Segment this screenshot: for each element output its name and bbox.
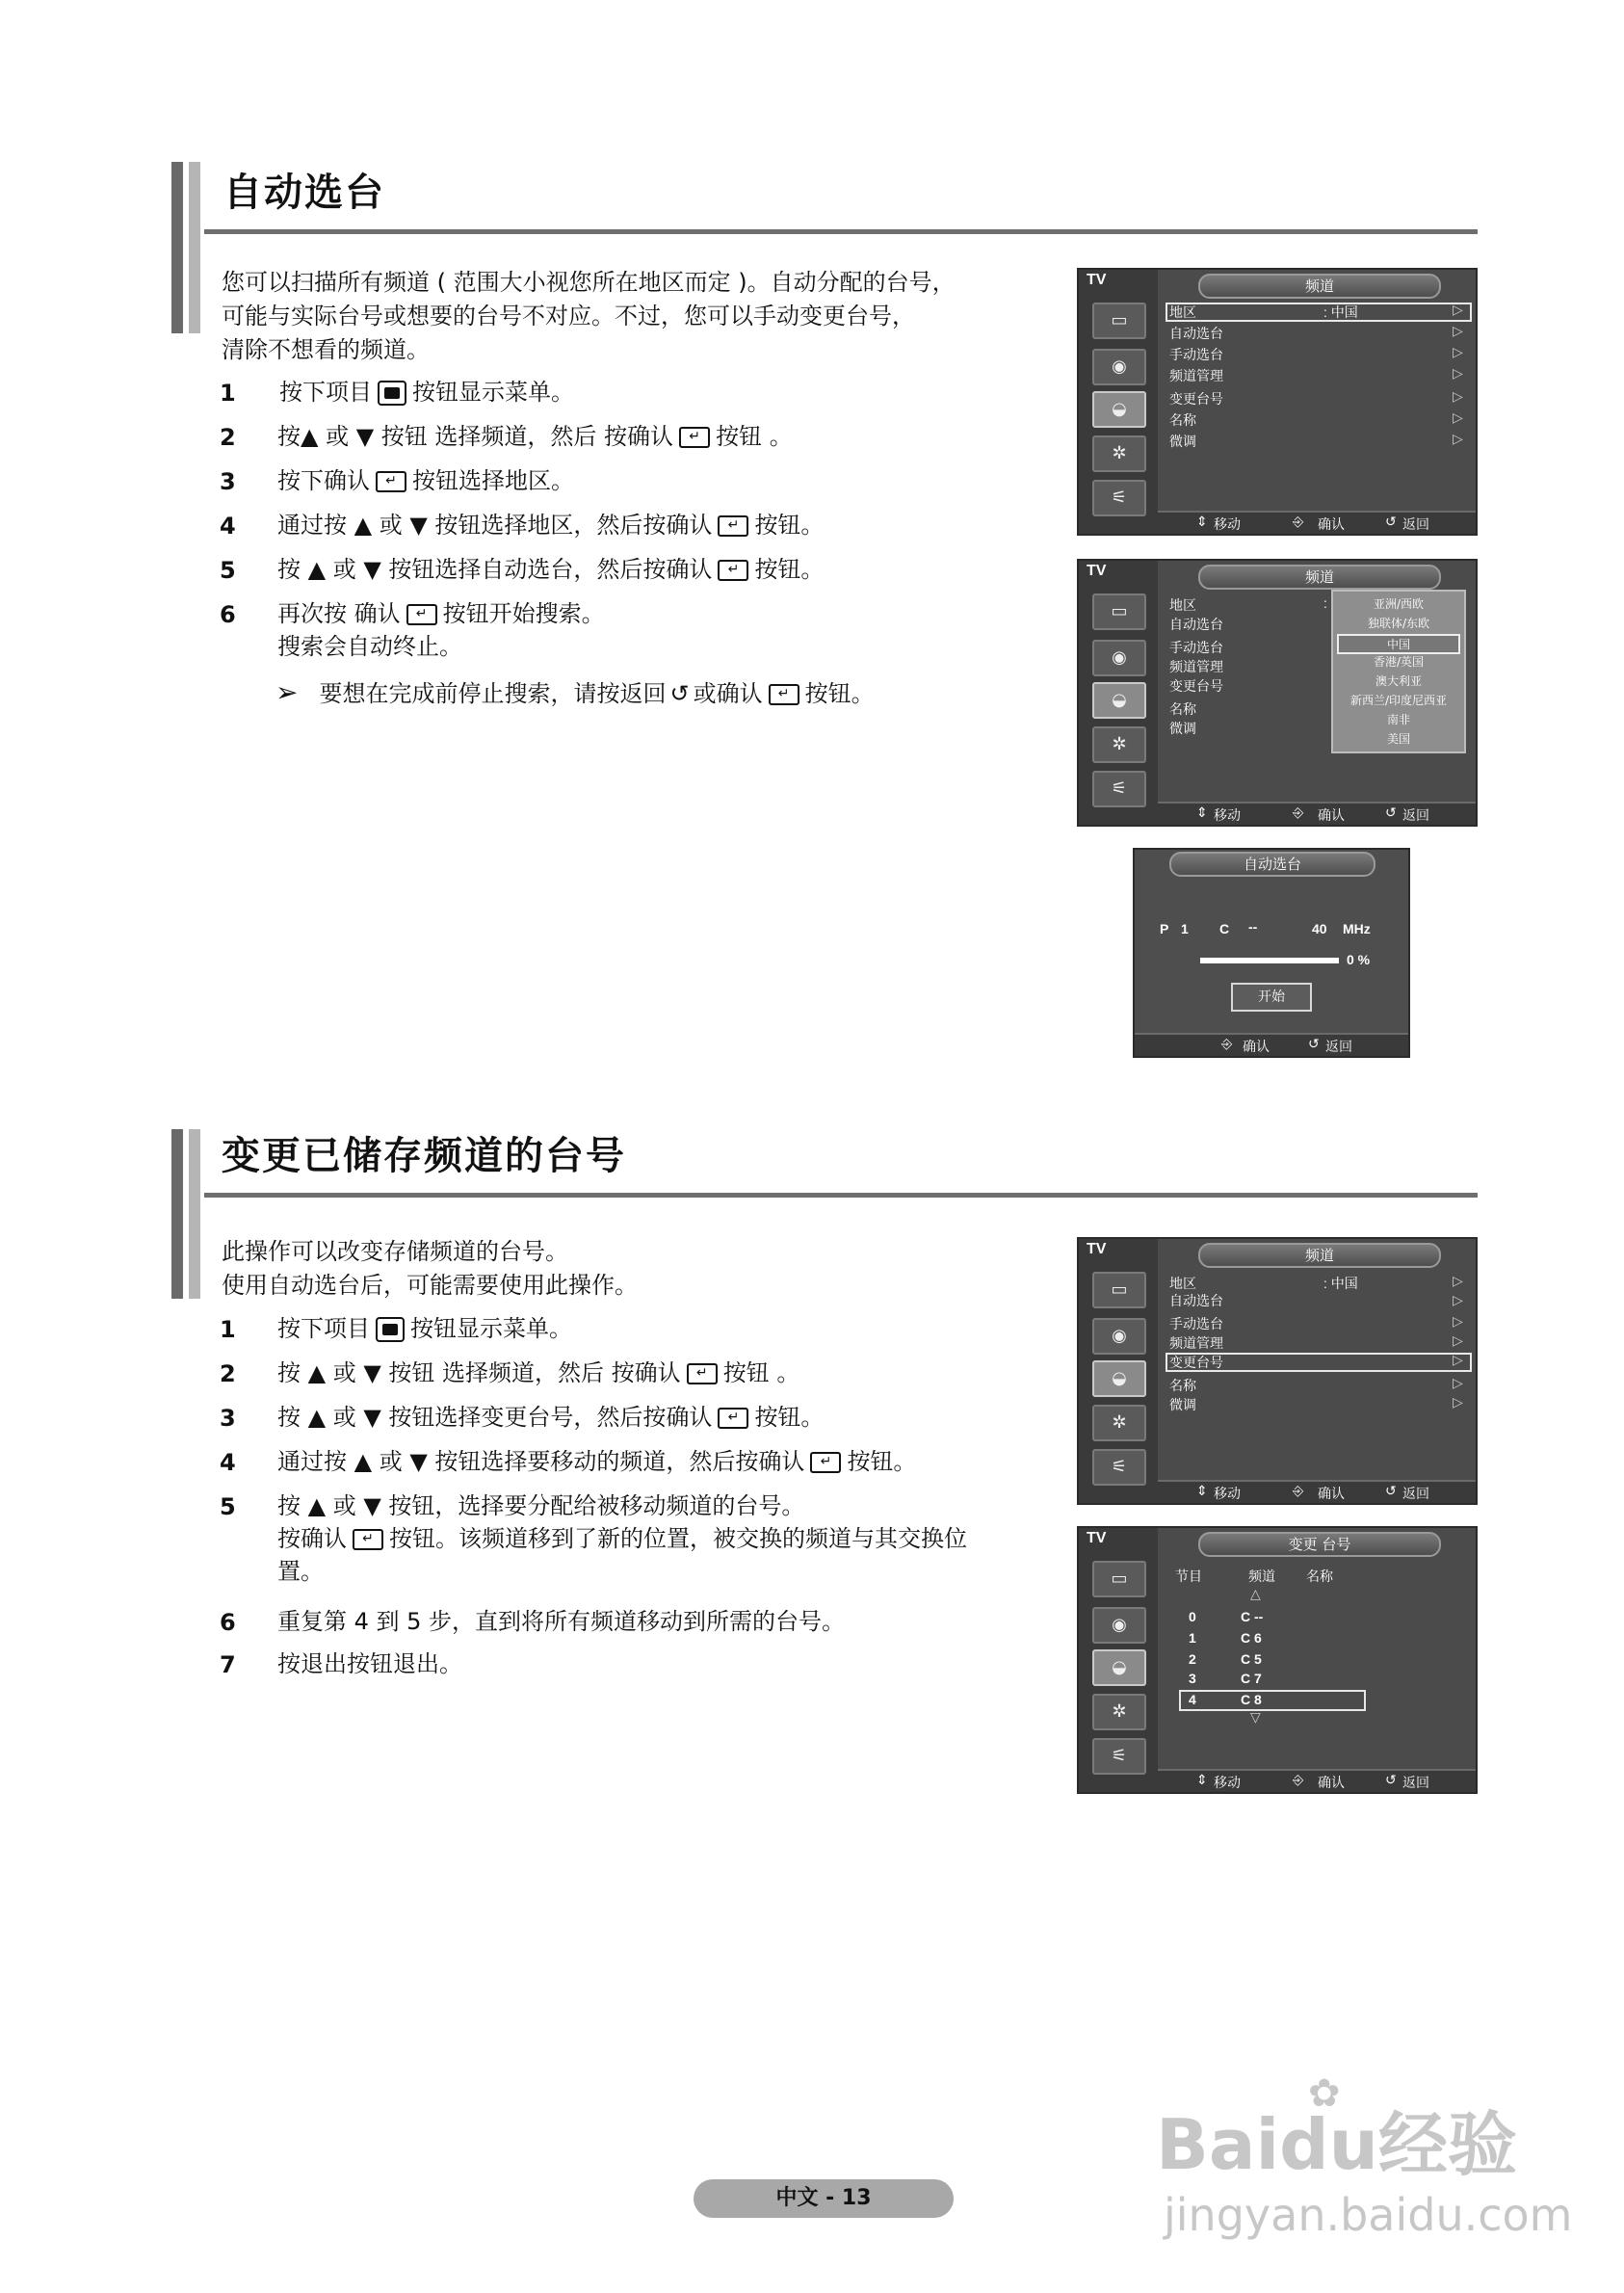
region-colon: : <box>1323 595 1327 611</box>
scan-freq: 40 <box>1312 921 1327 936</box>
page-number-label: 中文 - 13 <box>694 2179 954 2218</box>
footer-ok: 确认 <box>1318 517 1345 533</box>
row-channel: C 5 <box>1241 1651 1262 1667</box>
move-icon: ⇕ <box>1196 514 1208 530</box>
sound-icon: ◉ <box>1092 1607 1146 1644</box>
osd-tv-label: TV <box>1087 1241 1107 1257</box>
chevron-right-icon: ▷ <box>1453 1333 1463 1349</box>
footer-ok: 确认 <box>1318 1487 1345 1502</box>
step-number: 1 <box>220 380 236 407</box>
enter-icon: ⎆ <box>1293 514 1304 530</box>
osd-footer <box>1135 1033 1408 1056</box>
menu-item-sort: 变更台号 <box>1169 678 1223 694</box>
region-option: 亚洲/西欧 <box>1373 597 1425 611</box>
menu-item-name: 名称 <box>1169 701 1196 717</box>
intro-line: 清除不想看的频道。 <box>222 336 430 363</box>
menu-item-auto: 自动选台 <box>1169 617 1223 632</box>
row-channel: C 8 <box>1241 1692 1262 1707</box>
return-icon: ↺ <box>1385 1773 1397 1788</box>
chevron-right-icon: ▷ <box>1453 1293 1463 1308</box>
step-number: 6 <box>220 1609 236 1636</box>
return-icon: ↺ <box>669 680 690 707</box>
enter-button-icon: ↵ <box>718 1408 748 1429</box>
input-icon: ⚟ <box>1092 480 1146 516</box>
note-text-c: 按钮。 <box>804 680 875 707</box>
watermark-brand: Baidu经验 <box>1156 2104 1517 2185</box>
section2-bar-dark <box>171 1129 183 1299</box>
menu-item-sort: 变更台号 <box>1169 391 1223 407</box>
step-text <box>277 597 605 630</box>
row-channel: C 6 <box>1241 1630 1262 1646</box>
picture-icon: ▭ <box>1092 303 1146 339</box>
input-icon: ⚟ <box>1092 1738 1146 1775</box>
step-text: 按 ▲ 或 ▼ 按钮，选择要分配给被移动频道的台号。 <box>277 1492 805 1519</box>
menu-item-manual: 手动选台 <box>1169 1316 1223 1331</box>
row-selection-highlight <box>1179 1690 1366 1711</box>
step-number: 6 <box>220 601 236 628</box>
enter-button-icon: ↵ <box>687 1363 718 1384</box>
step-text-a: 按 ▲ 或 ▼ 按钮选择自动选台，然后按确认 <box>277 556 713 583</box>
scroll-down-icon: ▽ <box>1250 1709 1261 1725</box>
step-number: 3 <box>220 1405 236 1432</box>
channel-icon: ◒ <box>1092 682 1146 719</box>
step-text-b: 按钮 。 <box>722 1359 800 1386</box>
region-option-selected: 中国 <box>1337 634 1460 654</box>
osd-tv-label: TV <box>1087 1530 1107 1546</box>
step-text-a: 按下项目 <box>277 1315 370 1342</box>
footer-ok: 确认 <box>1243 1040 1270 1055</box>
menu-item-manual: 手动选台 <box>1169 347 1223 362</box>
footer-move: 移动 <box>1214 517 1241 533</box>
note-text-b: 或确认 <box>693 680 763 707</box>
return-icon: ↺ <box>1308 1037 1320 1052</box>
enter-icon: ⎆ <box>1293 1773 1304 1788</box>
region-option: 香港/英国 <box>1373 655 1425 669</box>
chevron-right-icon: ▷ <box>1453 1314 1463 1330</box>
step-number: 4 <box>220 513 236 540</box>
note-arrow-icon: ➢ <box>275 676 299 708</box>
footer-back: 返回 <box>1402 1487 1429 1502</box>
move-icon: ⇕ <box>1196 805 1208 821</box>
return-icon: ↺ <box>1385 514 1397 530</box>
scan-progress-track <box>1200 958 1339 963</box>
region-option: 澳大利亚 <box>1375 674 1422 688</box>
section2-rule <box>204 1193 1478 1198</box>
step-text-b: 按确认 <box>277 1525 347 1552</box>
scroll-up-icon: △ <box>1250 1586 1261 1601</box>
section1-note <box>275 674 875 708</box>
step-text-b: 按钮。 <box>847 1448 917 1475</box>
step-text-a: 按 ▲ 或 ▼ 按钮选择变更台号，然后按确认 <box>277 1404 713 1431</box>
row-channel: C 7 <box>1241 1671 1262 1686</box>
channel-icon: ◒ <box>1092 1649 1146 1686</box>
step-number: 5 <box>220 557 236 584</box>
region-option: 南非 <box>1386 713 1410 726</box>
scan-p-label: P <box>1160 921 1169 936</box>
osd-tv-label: TV <box>1087 272 1107 288</box>
osd-footer <box>1158 511 1476 534</box>
row-number: 4 <box>1189 1692 1196 1707</box>
enter-icon: ⎆ <box>1293 1484 1304 1499</box>
step-text-a: 通过按 ▲ 或 ▼ 按钮选择要移动的频道，然后按确认 <box>277 1448 805 1475</box>
step-number: 5 <box>220 1493 236 1520</box>
enter-button-icon: ↵ <box>353 1529 383 1550</box>
step-text-a: 按▲ 或 ▼ 按钮 选择频道，然后 按确认 <box>277 423 674 450</box>
step-text <box>279 376 574 409</box>
step-number: 1 <box>220 1316 236 1343</box>
osd-tv-label: TV <box>1087 563 1107 579</box>
step-text-b: 按钮选择地区。 <box>412 467 574 494</box>
row-channel: C -- <box>1241 1609 1264 1624</box>
osd-footer <box>1158 802 1476 825</box>
step-text <box>277 1312 572 1345</box>
intro-line: 使用自动选台后，可能需要使用此操作。 <box>222 1272 638 1299</box>
chevron-right-icon: ▷ <box>1453 389 1463 405</box>
menu-item-fine: 微调 <box>1169 721 1196 736</box>
channel-icon: ◒ <box>1092 1360 1146 1397</box>
chevron-right-icon: ▷ <box>1453 1353 1463 1368</box>
section1-title: 自动选台 <box>223 171 385 215</box>
osd-channel-menu-1 <box>1077 268 1478 536</box>
move-icon: ⇕ <box>1196 1773 1208 1788</box>
step-text-line2: 搜索会自动终止。 <box>277 633 462 660</box>
step-number: 4 <box>220 1449 236 1476</box>
osd-title: 自动选台 <box>1169 852 1375 877</box>
step-text-b: 按钮显示菜单。 <box>412 379 574 406</box>
menu-item-sort: 变更台号 <box>1169 1355 1223 1370</box>
step-text: 按退出按钮退出。 <box>277 1650 462 1677</box>
chevron-right-icon: ▷ <box>1453 1274 1463 1289</box>
chevron-right-icon: ▷ <box>1453 366 1463 382</box>
col-name: 名称 <box>1306 1568 1333 1584</box>
region-option: 独联体/东欧 <box>1367 617 1430 630</box>
step-text <box>277 1357 799 1389</box>
chevron-right-icon: ▷ <box>1453 345 1463 360</box>
picture-icon: ▭ <box>1092 1561 1146 1597</box>
osd-channel-menu-2 <box>1077 1237 1478 1505</box>
sound-icon: ◉ <box>1092 1318 1146 1355</box>
section1-bar-light <box>189 162 200 333</box>
enter-icon: ⎆ <box>1221 1037 1233 1052</box>
footer-ok: 确认 <box>1318 1776 1345 1791</box>
step-text-line3: 置。 <box>277 1558 324 1585</box>
osd-change-number <box>1077 1526 1478 1794</box>
col-program: 节目 <box>1175 1568 1202 1584</box>
region-value: : 中国 <box>1323 304 1358 320</box>
step-text <box>277 1401 824 1434</box>
step-text-a: 按下项目 <box>279 379 372 406</box>
footer-ok: 确认 <box>1318 808 1345 824</box>
footer-back: 返回 <box>1402 1776 1429 1791</box>
start-button[interactable] <box>1231 983 1312 1012</box>
section2-title: 变更已储存频道的台号 <box>222 1134 626 1178</box>
note-text-a: 要想在完成前停止搜索，请按返回 <box>319 680 667 707</box>
footer-move: 移动 <box>1214 1776 1241 1791</box>
channel-icon: ◒ <box>1092 391 1146 428</box>
menu-button-icon <box>376 1317 405 1342</box>
footer-back: 返回 <box>1402 808 1429 824</box>
step-text-c: 按钮。该频道移到了新的位置，被交换的频道与其交换位 <box>389 1525 967 1552</box>
step-number: 7 <box>220 1651 236 1678</box>
enter-button-icon: ↵ <box>376 471 406 492</box>
menu-item-manager: 频道管理 <box>1169 659 1223 674</box>
menu-item-name: 名称 <box>1169 1378 1196 1393</box>
chevron-right-icon: ▷ <box>1453 432 1463 447</box>
enter-icon: ⎆ <box>1293 805 1304 821</box>
input-icon: ⚟ <box>1092 1449 1146 1486</box>
watermark-url: jingyan.baidu.com <box>1164 2189 1573 2241</box>
scan-freq-unit: MHz <box>1343 921 1371 936</box>
chevron-right-icon: ▷ <box>1453 1376 1463 1391</box>
step-text <box>277 464 574 497</box>
region-option: 新西兰/印度尼西亚 <box>1349 694 1448 707</box>
enter-button-icon: ↵ <box>769 684 799 705</box>
chevron-right-icon: ▷ <box>1453 1395 1463 1410</box>
step-text-a: 按 ▲ 或 ▼ 按钮 选择频道，然后 按确认 <box>277 1359 681 1386</box>
section2-intro <box>222 1235 638 1303</box>
step-text-a: 再次按 确认 <box>277 600 401 627</box>
step-text <box>277 553 824 586</box>
step-text-b: 按钮 。 <box>716 423 793 450</box>
step-number: 2 <box>220 424 236 451</box>
section2-bar-light <box>189 1129 200 1299</box>
step-text-b: 按钮。 <box>754 512 825 539</box>
section1-rule <box>204 229 1478 234</box>
chevron-right-icon: ▷ <box>1453 410 1463 426</box>
enter-button-icon: ↵ <box>406 604 437 625</box>
step-number: 3 <box>220 468 236 495</box>
menu-item-region: 地区 <box>1169 1276 1196 1291</box>
intro-line: 此操作可以改变存储频道的台号。 <box>222 1238 568 1265</box>
osd-selection-highlight <box>1166 303 1472 322</box>
scan-c-label: C <box>1219 921 1230 936</box>
scan-percent: 0 % <box>1347 952 1371 967</box>
row-number: 1 <box>1189 1630 1196 1646</box>
sound-icon: ◉ <box>1092 349 1146 385</box>
step-text-a: 通过按 ▲ 或 ▼ 按钮选择地区，然后按确认 <box>277 512 713 539</box>
enter-button-icon: ↵ <box>810 1452 841 1473</box>
step-text-b: 按钮显示菜单。 <box>410 1315 572 1342</box>
step-text <box>277 509 824 541</box>
chevron-right-icon: ▷ <box>1453 303 1463 318</box>
region-value: : 中国 <box>1323 1276 1358 1291</box>
menu-item-region: 地区 <box>1169 304 1196 320</box>
step-text <box>277 1445 916 1478</box>
menu-item-region: 地区 <box>1169 597 1196 613</box>
picture-icon: ▭ <box>1092 593 1146 630</box>
osd-title: 变更 台号 <box>1198 1532 1441 1557</box>
start-button-label: 开始 <box>1258 989 1285 1005</box>
step-text-a: 按下确认 <box>277 467 370 494</box>
footer-move: 移动 <box>1214 1487 1241 1502</box>
section1-intro <box>222 266 956 367</box>
return-icon: ↺ <box>1385 805 1397 821</box>
osd-autoscan <box>1133 848 1410 1058</box>
row-number: 0 <box>1189 1609 1196 1624</box>
watermark-paw-icon: ✿ <box>1308 2071 1341 2116</box>
move-icon: ⇕ <box>1196 1484 1208 1499</box>
scan-p-value: 1 <box>1181 921 1189 936</box>
step-text-b: 按钮。 <box>754 1404 825 1431</box>
return-icon: ↺ <box>1385 1484 1397 1499</box>
menu-item-name: 名称 <box>1169 412 1196 428</box>
menu-button-icon <box>378 381 406 406</box>
enter-button-icon: ↵ <box>718 515 748 537</box>
intro-line: 可能与实际台号或想要的台号不对应。不过，您可以手动变更台号， <box>222 303 915 329</box>
osd-footer <box>1158 1480 1476 1503</box>
footer-back: 返回 <box>1325 1040 1352 1055</box>
intro-line: 您可以扫描所有频道 ( 范围大小视您所在地区而定 )。自动分配的台号， <box>222 269 956 296</box>
menu-item-auto: 自动选台 <box>1169 326 1223 341</box>
osd-footer <box>1158 1769 1476 1792</box>
menu-item-manager: 频道管理 <box>1169 368 1223 383</box>
footer-move: 移动 <box>1214 808 1241 824</box>
menu-item-manual: 手动选台 <box>1169 640 1223 655</box>
setup-icon: ✲ <box>1092 1694 1146 1730</box>
section1-bar-dark <box>171 162 183 333</box>
row-number: 3 <box>1189 1671 1196 1686</box>
enter-button-icon: ↵ <box>718 560 748 581</box>
step-text-line2 <box>277 1522 967 1555</box>
menu-item-manager: 频道管理 <box>1169 1335 1223 1351</box>
col-channel: 频道 <box>1248 1568 1275 1584</box>
picture-icon: ▭ <box>1092 1272 1146 1308</box>
step-text <box>277 420 793 453</box>
footer-back: 返回 <box>1402 517 1429 533</box>
step-text-b: 按钮。 <box>754 556 825 583</box>
region-option: 美国 <box>1386 732 1410 746</box>
setup-icon: ✲ <box>1092 1405 1146 1441</box>
chevron-right-icon: ▷ <box>1453 324 1463 339</box>
enter-button-icon: ↵ <box>679 427 710 448</box>
menu-item-fine: 微调 <box>1169 434 1196 449</box>
osd-region-dropdown <box>1077 559 1478 827</box>
menu-item-auto: 自动选台 <box>1169 1293 1223 1308</box>
osd-title: 频道 <box>1198 1243 1441 1268</box>
osd-title: 频道 <box>1198 565 1441 590</box>
setup-icon: ✲ <box>1092 435 1146 472</box>
step-text-b: 按钮开始搜索。 <box>442 600 605 627</box>
osd-title: 频道 <box>1198 274 1441 299</box>
step-number: 2 <box>220 1360 236 1387</box>
step-text: 重复第 4 到 5 步，直到将所有频道移动到所需的台号。 <box>277 1608 846 1635</box>
input-icon: ⚟ <box>1092 771 1146 807</box>
row-number: 2 <box>1189 1651 1196 1667</box>
sound-icon: ◉ <box>1092 640 1146 676</box>
scan-c-value: -- <box>1248 919 1258 935</box>
setup-icon: ✲ <box>1092 726 1146 763</box>
menu-item-fine: 微调 <box>1169 1397 1196 1412</box>
region-dropdown <box>1331 590 1466 753</box>
